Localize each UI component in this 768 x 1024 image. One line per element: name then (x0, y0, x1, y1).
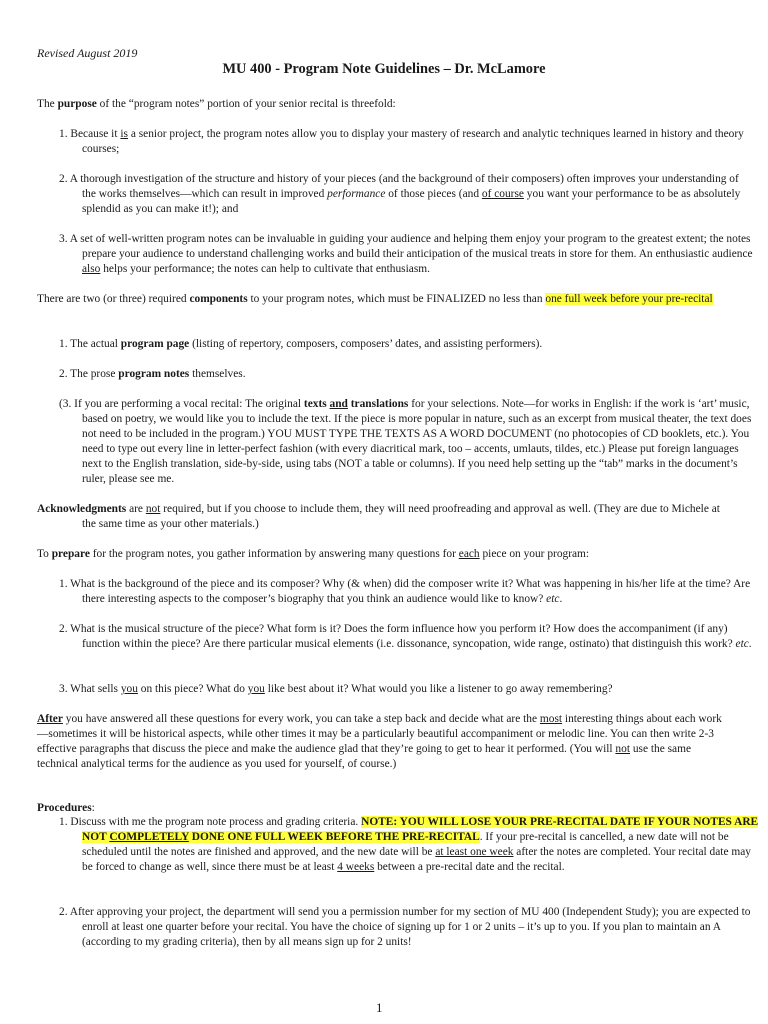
acknowledgments-paragraph: Acknowledgments are not required, but if you choose to include them, they will need proofreading and approval as well. (They are due to Michele at the same time as your other materials.) (37, 503, 720, 530)
prepare-question-1: 1. What is the background of the piece and its composer? Why (& when) did the composer write it? What was happening in his/her life at the time? Are there interesting aspects to the composer’s biography that you think an audience would like to know? etc. (59, 578, 751, 605)
component-item-2: 2. The prose program notes themselves. (59, 368, 246, 380)
purpose-item-1: 1. Because it is a senior project, the program notes allow you to display your mastery of research and analytic techniques learned in history and theory courses; (59, 128, 744, 155)
page-title: MU 400 - Program Note Guidelines – Dr. McLamore (222, 61, 546, 77)
procedure-item-2: 2. After approving your project, the department will send you a permission number for my section of MU 400 (Independent Study); you are expected to enroll at least one quarter before your recital. You have the choice of signing up for 1 or 2 units – it’s up to you. If you plan to maintain an A (according to my grading criteria), then by all means sign up for 2 units! (59, 906, 751, 948)
components-intro: There are two (or three) required components to your program notes, which must be FINALIZED no less than one full week before your pre-recital (37, 293, 713, 305)
procedure-item-1: 1. Discuss with me the program note process and grading criteria. NOTE: YOU WILL LOSE YOUR PRE-RECITAL DATE IF YOUR NOTES ARE NOT COMPLETELY DONE ONE FULL WEEK BEFORE THE PRE-RECITAL. If your pre-recital is cancelled, a new date will not be scheduled until the notes are finished and approved, and the new date will be at least one week after the notes are completed. Your recital date may be forced to change as well, since there must be at least 4 weeks between a pre-recital date and the recital. (59, 816, 759, 873)
prepare-question-2: 2. What is the musical structure of the piece? What form is it? Does the form influence how you perform it? How does the accompaniment (if any) function within the piece? Are there particular musical elements (i.e. dissonance, syncopation, wide range, ostinato) that distinguish this work? etc. (59, 623, 752, 650)
page-number: 1 (376, 1000, 383, 1015)
procedures-heading: Procedures: (37, 802, 95, 814)
purpose-intro: The purpose of the “program notes” portion of your senior recital is threefold: (37, 98, 396, 110)
component-item-3: (3. If you are performing a vocal recital: The original texts and translations for your selections. Note—for works in English: if the work is ‘art’ music, based on poetry, we would like you to include the text. If the piece is more popular in nature, such as an excerpt from musical theater, the text does not need to be included in the program.) YOU MUST TYPE THE TEXTS AS A WORD DOCUMENT (no photocopies of CD booklets, etc.). You need to type out every line in letter-perfect fashion (with every diacritical mark, too – accents, umlauts, tildes, etc.) Please put foreign languages next to the English translation, side-by-side, using tabs (NOT a table or columns). If you need help setting up the “tab” marks in the document’s ruler, please see me. (59, 398, 752, 485)
purpose-item-2: 2. A thorough investigation of the structure and history of your pieces (and the background of their composers) often improves your understanding of the works themselves—which can result in improved performance of those pieces (and of course you want your performance to be as absolutely splendid as you can make it!); and (59, 173, 741, 215)
component-item-1: 1. The actual program page (listing of repertory, composers, composers’ dates, and assisting performers). (59, 338, 543, 350)
purpose-item-3: 3. A set of well-written program notes can be invaluable in guiding your audience and helping them enjoy your program to the greatest extent; the notes prepare your audience to understand challenging works and build their anticipation of the musical treats in store for them. An enthusiastic audience also helps your performance; the notes can help to cultivate that enthusiasm. (59, 233, 753, 275)
prepare-question-3: 3. What sells you on this piece? What do you like best about it? What would you like a listener to go away remembering? (59, 683, 613, 695)
revised-date: Revised August 2019 (37, 46, 138, 60)
after-paragraph: After you have answered all these questions for every work, you can take a step back and decide what are the most interesting things about each work—sometimes it will be historical aspects, while other times it may be a particularly beautiful accompaniment or melodic line. You can then write 2-3 effective paragraphs that discuss the piece and make the audience glad that they’re going to get to hear it performed. (You will not use the same technical analytical terms for the audience as you used for yourself, of course.) (37, 713, 722, 770)
prepare-intro: To prepare for the program notes, you gather information by answering many questions for each piece on your program: (37, 548, 590, 560)
